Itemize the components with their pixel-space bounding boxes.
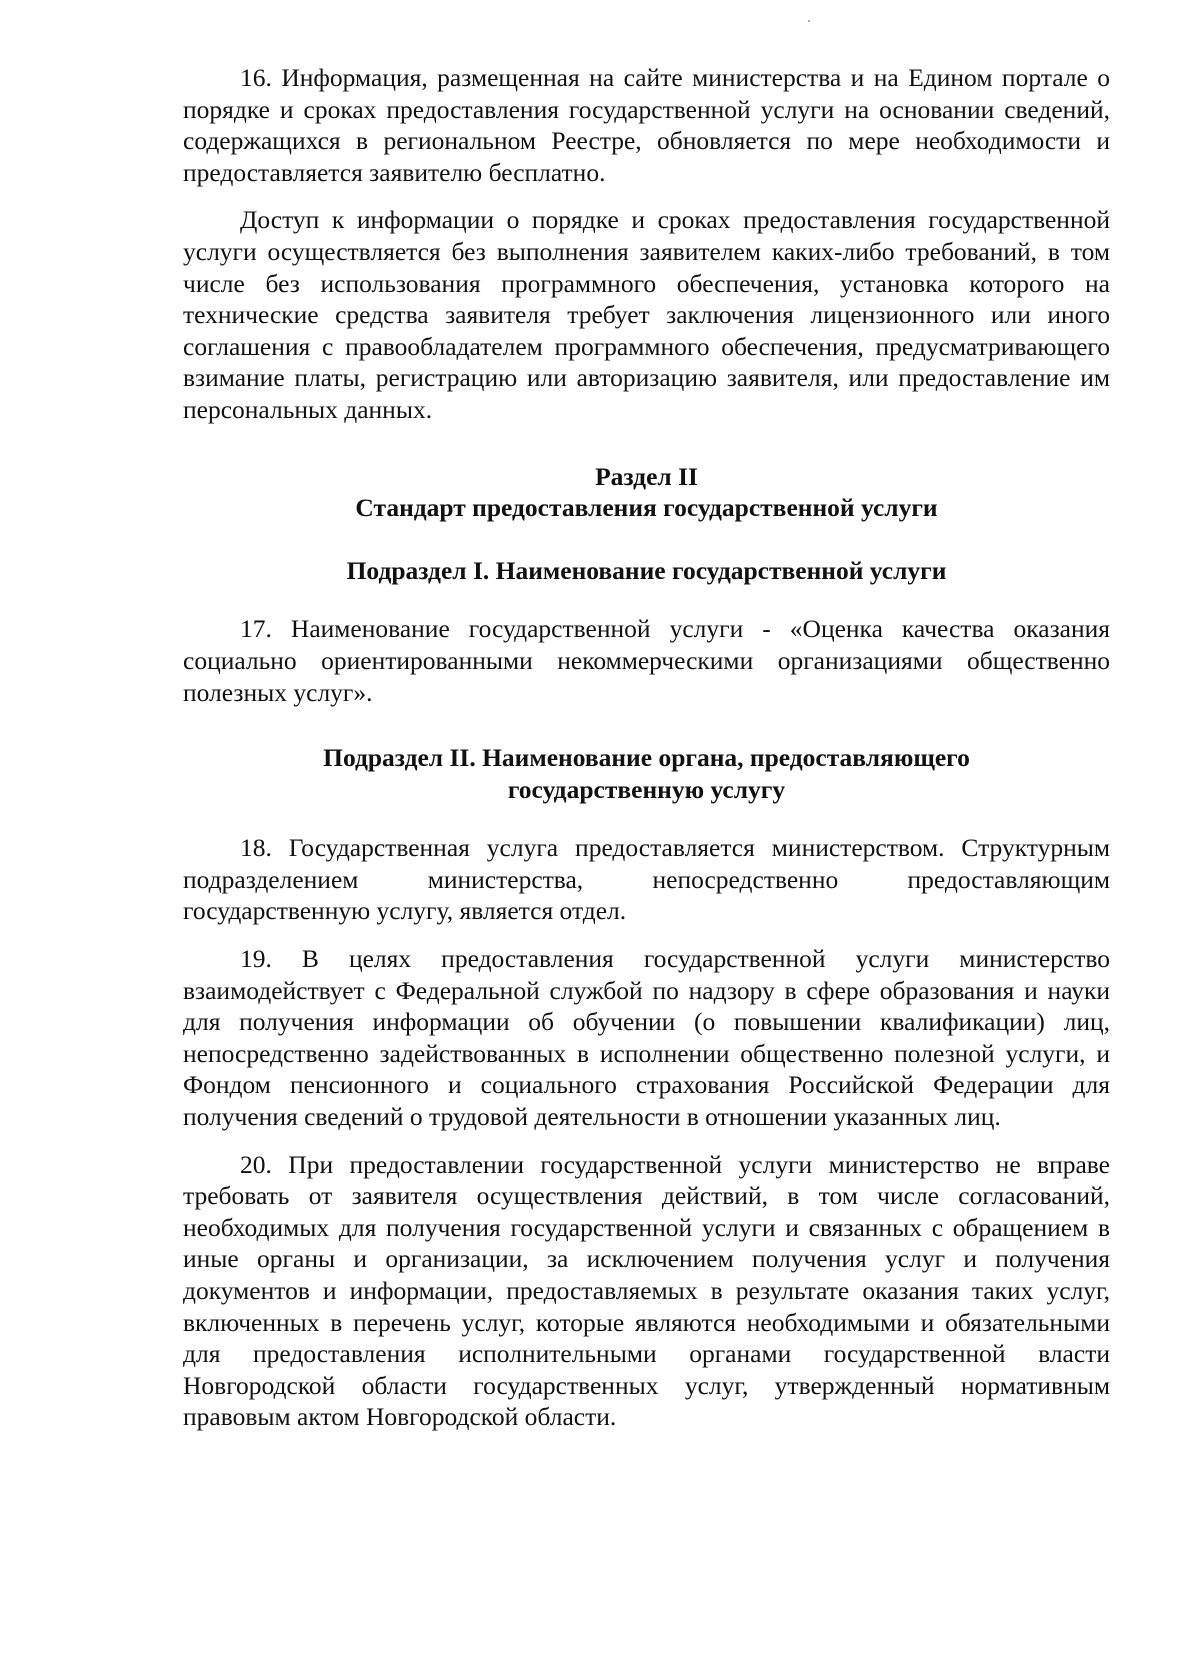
document-page: [183, 62, 1110, 1433]
scan-speck: [808, 20, 810, 22]
subsection-2-title-line2: государственную услугу: [507, 774, 786, 804]
paragraph-19: 19. В целях предоставления государственной услуги министерство взаимодействует с Федеральной службой по надзору в сфере образования и науки для получения информации об обучении (о повышении квалификации) лиц, непосредственно задействованных в исполнении общественно полезной услуги, и Фондом пенсионного и социального страхования Российской Федерации для получения сведений о трудовой деятельности в отношении указанных лиц.: [183, 944, 1110, 1132]
paragraph-16: 16. Информация, размещенная на сайте министерства и на Едином портале о порядке и сроках предоставления государственной услуги на основании сведений, содержащихся в региональном Реестре, обновляется по мере необходимости и предоставляется заявителю бесплатно.: [183, 63, 1110, 187]
paragraph-20: 20. При предоставлении государственной услуги министерство не вправе требовать от заявителя осуществления действий, в том числе согласований, необходимых для получения государственной услуги и связанных с обращением в иные органы и организации, за исключением получения услуг и получения документов и информации, предоставляемых в результате оказания таких услуг, включенных в перечень услуг, которые являются необходимыми и обязательными для предоставления исполнительными органами государственной власти Новгородской области государственных услуг, утвержденный нормативным правовым актом Новгородской области.: [183, 1149, 1110, 1432]
paragraph-access: Доступ к информации о порядке и сроках предоставления государственной услуги осуществляется без выполнения заявителем каких-либо требований, в том числе без использования программного обеспечения, установка которого на технические средства заявителя требует заключения лицензионного или иного соглашения с правообладателем программного обеспечения, предусматривающего взимание платы, регистрацию или авторизацию заявителя, или предоставление им персональных данных.: [183, 205, 1110, 424]
subsection-1-title: Подраздел I. Наименование государственной услуги: [346, 555, 947, 585]
subsection-2-title-line1: Подраздел II. Наименование органа, предоставляющего: [323, 743, 970, 773]
section-number: Раздел II: [595, 461, 698, 491]
paragraph-18: 18. Государственная услуга предоставляется министерством. Структурным подразделением министерства, непосредственно предоставляющим государственную услугу, является отдел.: [183, 833, 1110, 926]
paragraph-17: 17. Наименование государственной услуги - «Оценка качества оказания социально ориентированными некоммерческими организациями общественно полезных услуг».: [183, 614, 1110, 707]
section-title: Стандарт предоставления государственной услуги: [355, 493, 938, 523]
section-heading: [183, 461, 1110, 524]
subsection-2-heading: [183, 742, 1110, 805]
